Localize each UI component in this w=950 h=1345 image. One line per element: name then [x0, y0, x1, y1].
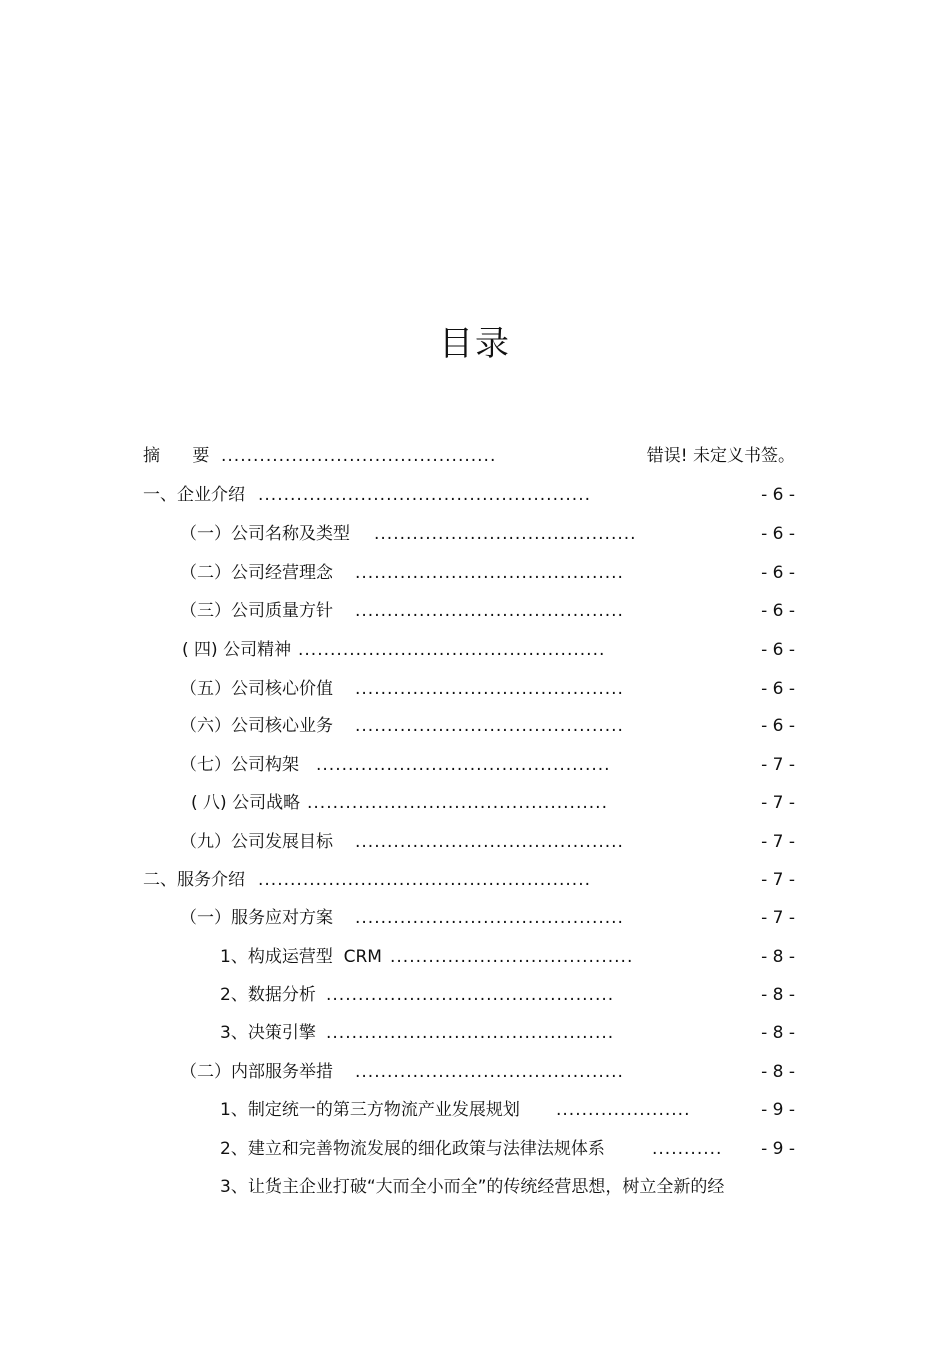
- toc-leader-dots: ....................................................: [258, 870, 591, 890]
- toc-leader-dots: ..........................................: [355, 679, 624, 699]
- toc-page-number: - 9 -: [761, 1100, 795, 1120]
- toc-entry-label: （一）服务应对方案: [180, 908, 333, 928]
- toc-page-number: - 8 -: [761, 985, 795, 1005]
- toc-page-number: - 6 -: [761, 640, 795, 660]
- toc-page-number: - 9 -: [761, 1139, 795, 1159]
- toc-leader-dots: .....................: [556, 1100, 691, 1120]
- toc-leader-dots: ......................................: [390, 947, 634, 967]
- toc-entry[interactable]: [180, 714, 795, 738]
- toc-leader-dots: ..........................................: [355, 832, 624, 852]
- toc-entry-label: 3、让货主企业打破“大而全小而全”的传统经营思想，树立全新的经: [220, 1177, 725, 1197]
- toc-entry-label: 2、数据分析: [220, 985, 316, 1005]
- toc-leader-dots: .........................................: [374, 524, 637, 544]
- toc-entry-label: 3、决策引擎: [220, 1023, 316, 1043]
- toc-entry[interactable]: [182, 638, 795, 662]
- toc-leader-dots: ..........................................: [355, 601, 624, 621]
- toc-page-number: - 6 -: [761, 563, 795, 583]
- toc-entry[interactable]: [180, 753, 795, 777]
- toc-page-number: - 8 -: [761, 1023, 795, 1043]
- toc-entry-label: 二、服务介绍: [143, 870, 245, 890]
- toc-page-number: - 8 -: [761, 1062, 795, 1082]
- toc-page-number: - 6 -: [761, 524, 795, 544]
- toc-leader-dots: ..............................................: [316, 755, 611, 775]
- toc-page-number: - 6 -: [761, 716, 795, 736]
- toc-entry-abstract[interactable]: [143, 444, 795, 468]
- page-title: 目录: [439, 324, 511, 364]
- toc-page-number: 错误! 未定义书签。: [646, 446, 795, 466]
- toc-leader-dots: ....................................................: [258, 485, 591, 505]
- toc-page-number: - 7 -: [761, 793, 795, 813]
- toc-leader-dots: ..........................................: [355, 908, 624, 928]
- toc-entry[interactable]: [180, 906, 795, 930]
- toc-entry[interactable]: [180, 677, 795, 701]
- toc-entry-label: （二）内部服务举措: [180, 1062, 333, 1082]
- toc-leader-dots: .............................................: [326, 1023, 615, 1043]
- toc-page-number: - 6 -: [761, 601, 795, 621]
- toc-entry[interactable]: [220, 1098, 795, 1122]
- toc-entry[interactable]: [191, 791, 795, 815]
- toc-leader-dots: ..........................................: [355, 1062, 624, 1082]
- toc-entry-label: ( 四) 公司精神: [182, 640, 292, 660]
- toc-entry-label: （七）公司构架: [180, 755, 299, 775]
- toc-leader-dots: ...........................................: [221, 446, 497, 466]
- toc-entry[interactable]: [220, 983, 795, 1007]
- toc-entry-label: （六）公司核心业务: [180, 716, 333, 736]
- toc-entry-label: 2、建立和完善物流发展的细化政策与法律法规体系: [220, 1139, 605, 1159]
- toc-leader-dots: .............................................: [326, 985, 615, 1005]
- toc-entry[interactable]: [220, 1137, 795, 1161]
- toc-entry[interactable]: [180, 522, 795, 546]
- toc-page-number: - 7 -: [761, 755, 795, 775]
- toc-entry-label: （三）公司质量方针: [180, 601, 333, 621]
- toc-entry[interactable]: [180, 599, 795, 623]
- toc-entry[interactable]: [220, 1175, 795, 1199]
- toc-entry-section-2[interactable]: [143, 868, 795, 892]
- toc-entry-label: ( 八) 公司战略: [191, 793, 301, 813]
- toc-entry[interactable]: [180, 561, 795, 585]
- toc-page-number: - 7 -: [761, 870, 795, 890]
- toc-page-number: - 7 -: [761, 832, 795, 852]
- toc-entry[interactable]: [220, 1021, 795, 1045]
- toc-leader-dots: ..........................................: [355, 563, 624, 583]
- toc-page-number: - 6 -: [761, 679, 795, 699]
- toc-page-number: - 8 -: [761, 947, 795, 967]
- toc-leader-dots: ................................................: [298, 640, 606, 660]
- toc-leader-dots: ..........................................: [355, 716, 624, 736]
- toc-entry-label: （九）公司发展目标: [180, 832, 333, 852]
- toc-entry[interactable]: [180, 830, 795, 854]
- toc-page-number: - 7 -: [761, 908, 795, 928]
- toc-entry-label: （一）公司名称及类型: [180, 524, 350, 544]
- toc-entry-label: 摘 要: [143, 446, 210, 466]
- toc-entry-label: 1、构成运营型 CRM: [220, 947, 382, 967]
- toc-entry-section-1[interactable]: [143, 483, 795, 507]
- toc-page-number: - 6 -: [761, 485, 795, 505]
- toc-entry-label: 一、企业介绍: [143, 485, 245, 505]
- toc-entry[interactable]: [180, 1060, 795, 1084]
- toc-leader-dots: ...........: [652, 1139, 723, 1159]
- toc-entry-label: （二）公司经营理念: [180, 563, 333, 583]
- toc-entry-label: （五）公司核心价值: [180, 679, 333, 699]
- toc-entry-label: 1、制定统一的第三方物流产业发展规划: [220, 1100, 520, 1120]
- toc-leader-dots: ...............................................: [307, 793, 608, 813]
- toc-entry[interactable]: [220, 945, 795, 969]
